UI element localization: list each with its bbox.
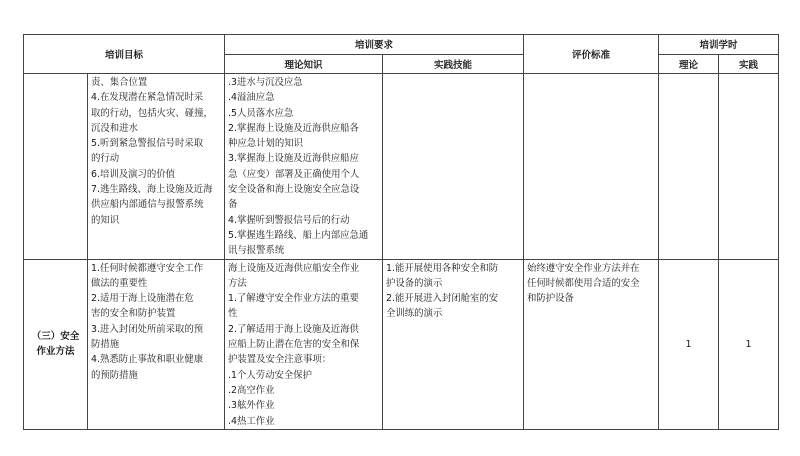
header-requirements: 培训要求 — [225, 35, 524, 55]
section-label-cell — [24, 259, 88, 429]
text-line: 5.听到紧急警报信号时采取 — [91, 138, 204, 150]
text-line: 4.熟悉防止事故和职业健康 — [91, 354, 204, 366]
objective-cell — [88, 74, 225, 260]
text-line: 的预防措施 — [91, 369, 138, 381]
text-line: 护设备的演示 — [386, 277, 443, 289]
section-label-line-1: （三）安全 — [31, 331, 80, 343]
text-line: 3.掌握海上设施及近海供应船应 — [228, 153, 359, 165]
table-row — [24, 259, 779, 429]
text-line: 1.能开展使用各种安全和防 — [386, 262, 499, 274]
text-line: 始终遵守安全作业方法并在 — [527, 262, 640, 274]
section-label-line-2: 作业方法 — [36, 346, 75, 358]
text-line: 责、集合位置 — [91, 77, 148, 88]
header-objective: 培训目标 — [24, 35, 225, 74]
header-criteria: 评价标准 — [524, 35, 659, 74]
hours-theory-cell: 1 — [659, 259, 719, 429]
header-hours: 培训学时 — [659, 35, 779, 55]
text-line: .5人员落水应急 — [228, 107, 294, 119]
text-line: 任何时候都使用合适的安全 — [527, 277, 640, 289]
text-line: 沉没和进水 — [91, 122, 138, 134]
text-line: 讯与报警系统 — [228, 245, 285, 257]
text-line: .3舷外作业 — [228, 400, 275, 412]
text-line: 做法的重要性 — [91, 277, 148, 289]
text-line: .2高空作业 — [228, 384, 275, 396]
text-line: 急（应变）部署及正确使用个人 — [228, 168, 360, 180]
text-line: 6.培训及演习的价值 — [91, 168, 175, 180]
theory-cell — [225, 259, 383, 429]
text-line: 1.任何时候都遵守安全工作 — [91, 262, 204, 274]
text-line: 护装置及安全注意事项： — [228, 354, 332, 366]
text-line: 害的安全和防护装置 — [91, 308, 176, 320]
text-line: 的知识 — [91, 214, 120, 226]
text-line: 取的行动，包括火灾、碰撞， — [91, 107, 213, 119]
text-line: 供应船内部通信与报警系统 — [91, 199, 204, 211]
practice-cell — [383, 74, 524, 260]
text-line: 海上设施及近海供应船安全作业 — [228, 262, 360, 274]
text-line: .4溢油应急 — [228, 92, 275, 104]
training-table — [23, 34, 779, 430]
text-line: 2.能开展进入封闭舱室的安 — [386, 293, 499, 305]
text-line: 7.逃生路线、海上设施及近海 — [91, 184, 213, 196]
header-theory: 理论知识 — [225, 54, 383, 74]
text-line: 3.进入封闭处所前采取的预 — [91, 323, 204, 335]
hours-theory-cell — [659, 74, 719, 260]
text-line: 和防护设备 — [527, 293, 574, 305]
text-line: 备 — [228, 199, 238, 211]
hours-practice-cell: 1 — [719, 259, 779, 429]
header-row-1 — [24, 35, 779, 55]
text-line: .4热工作业 — [228, 415, 275, 427]
text-line: .1个人劳动安全保护 — [228, 369, 312, 381]
text-line: 2.适用于海上设施潜在危 — [91, 293, 194, 305]
criteria-cell — [524, 74, 659, 260]
section-label-cell — [24, 74, 88, 260]
text-line: 1.了解遵守安全作业方法的重要 — [228, 293, 359, 305]
header-practice-skill: 实践技能 — [383, 54, 524, 74]
text-line: 5.掌握逃生路线、船上内部应急通 — [228, 229, 369, 241]
practice-cell — [383, 259, 524, 429]
header-hours-practice: 实践 — [719, 54, 779, 74]
hours-practice-cell — [719, 74, 779, 260]
text-line: 安全设备和海上设施安全应急设 — [228, 184, 360, 196]
text-line: 应船上防止潜在危害的安全和保 — [228, 339, 360, 351]
objective-cell — [88, 259, 225, 429]
text-line: 方法 — [228, 277, 247, 289]
theory-cell — [225, 74, 383, 260]
text-line: 4.在发现潜在紧急情况时采 — [91, 92, 204, 104]
criteria-cell — [524, 259, 659, 429]
text-line: 全训练的演示 — [386, 308, 443, 320]
text-line: 4.掌握听到警报信号后的行动 — [228, 214, 350, 226]
text-line: .3进水与沉没应急 — [228, 77, 303, 88]
text-line: 2.掌握海上设施及近海供应船各 — [228, 122, 359, 134]
text-line: 2.了解适用于海上设施及近海供 — [228, 323, 359, 335]
text-line: 防措施 — [91, 339, 120, 351]
table-row — [24, 74, 779, 260]
text-line: 性 — [228, 308, 238, 320]
text-line: 种应急计划的知识 — [228, 138, 304, 150]
text-line: 的行动 — [91, 153, 120, 165]
header-hours-theory: 理论 — [659, 54, 719, 74]
